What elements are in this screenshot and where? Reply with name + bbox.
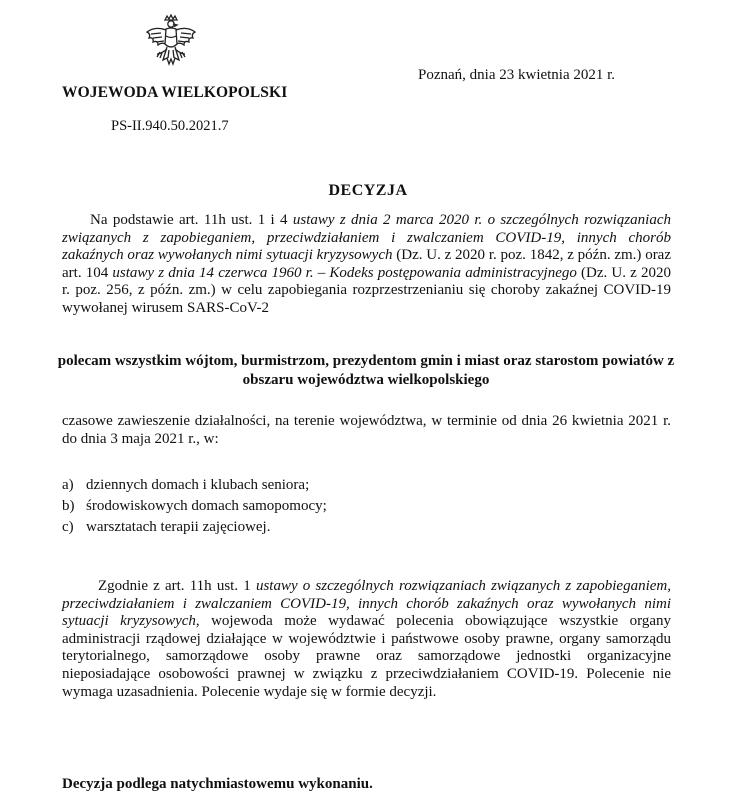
polish-eagle-emblem-icon (143, 14, 199, 78)
intro-act-2: ustawy z dnia 14 czerwca 1960 r. – Kodeks postępowania administracyjnego (112, 264, 577, 281)
list-item-text: warsztatach terapii zajęciowej. (86, 519, 271, 535)
legal-basis-paragraph (62, 212, 671, 318)
document-title: DECYZJA (328, 182, 408, 199)
list-marker: c) (62, 519, 74, 535)
order-addressees: polecam wszystkim wójtom, burmistrzom, prezydentom gmin i miast oraz starostom powiatów z obszaru województwa wielkopolskiego (57, 353, 675, 388)
list-marker: a) (62, 477, 74, 493)
list-item-text: dziennych domach i klubach seniora; (86, 477, 310, 493)
justification-paragraph (62, 578, 671, 701)
intro-text-2: (Dz. U. z 2020 r. poz. 1842, z późn. zm.) oraz art. 104 (62, 247, 671, 281)
intro-act-1: ustawy z dnia 2 marca 2020 r. o szczególnych rozwiązaniach związanych z zapobieganiem, przeciwdziałaniem i zwalczaniem COVID-19, innych chorób zakaźnych oraz wywołanych nimi sytuacji kryzysowych (62, 212, 671, 264)
place-and-date: Poznań, dnia 23 kwietnia 2021 r. (418, 67, 616, 83)
suspension-paragraph: czasowe zawieszenie działalności, na terenie województwa, w terminie od dnia 26 kwietnia 2021 r. do dnia 3 maja 2021 r., w: (62, 413, 671, 447)
intro-text-1: Na podstawie art. 11h ust. 1 i 4 (90, 212, 293, 228)
list-item (62, 519, 327, 540)
issuing-authority: WOJEWODA WIELKOPOLSKI (62, 84, 288, 101)
list-item-text: środowiskowych domach samopomocy; (86, 498, 327, 514)
case-number: PS-II.940.50.2021.7 (111, 118, 229, 134)
basis-text-1: Zgodnie z art. 11h ust. 1 (98, 578, 256, 594)
list-marker: b) (62, 498, 75, 514)
immediate-execution-clause: Decyzja podlega natychmiastowemu wykonaniu. (62, 776, 373, 792)
basis-text-2: , wojewoda może wydawać polecenia obowiązujące wszystkie organy administracji rządowej działające w województwie i państwowe osoby prawne, organy samorządu terytorialnego, samorządowe osoby prawne oraz samorządowe jednostki organizacyjne nieposiadające osobowości prawnej w związku z przeciwdziałaniem COVID-19. Polecenie nie wymaga uzasadnienia. Polecenie wydaje się w formie decyzji. (62, 613, 671, 700)
facility-list (62, 477, 327, 540)
intro-text-3: (Dz. U. z 2020 r. poz. 256, z późn. zm.) w celu zapobiegania rozprzestrzenianiu się choroby zakaźnej COVID-19 wywołanej wirusem SARS-CoV-2 (62, 264, 671, 316)
list-item (62, 498, 327, 519)
basis-act: ustawy o szczególnych rozwiązaniach związanych z zapobieganiem, przeciwdziałaniem i zwalczaniem COVID-19, innych chorób zakaźnych oraz wywołanych nimi sytuacji kryzysowych (62, 578, 671, 630)
list-item (62, 477, 327, 498)
